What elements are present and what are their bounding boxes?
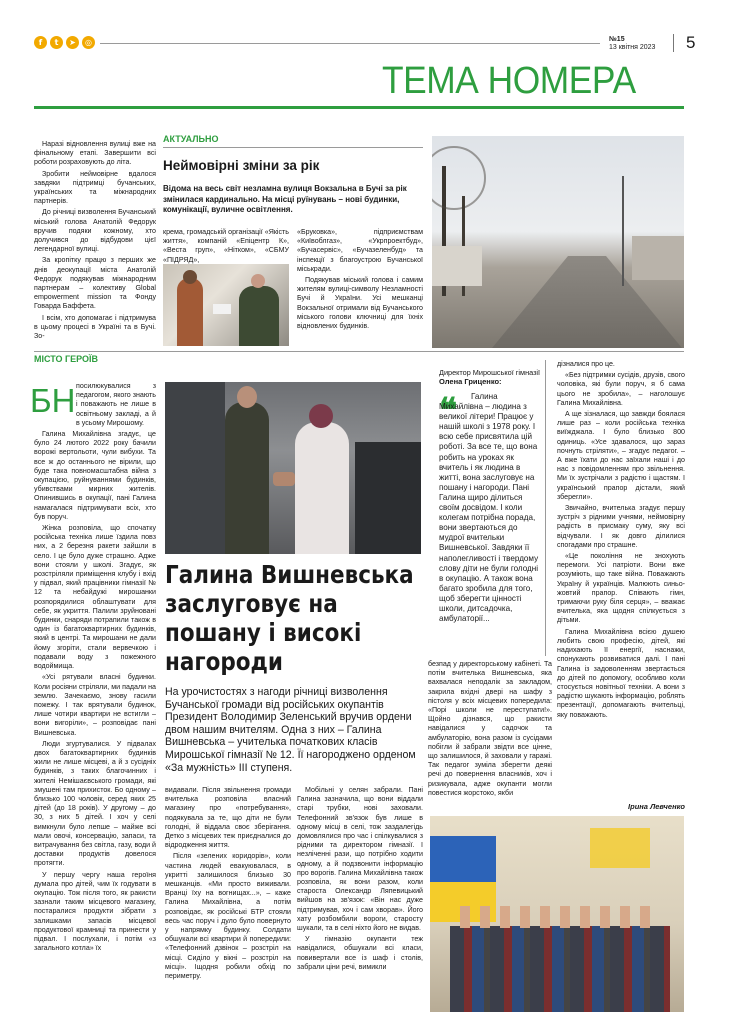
paragraph: Люди згуртувалися. У підвалах двох багатоквартирних будинків жили не лише місцеві, а й з сусідніх будинків, з таких благочинних і жителі Немішаєвського громади, які змушені там прихисток. Бо одному – близько 100 чоловік, серед яких 25 дітей (до 18 років). У другому – до 30, з них 5 дітей. І хоч у селі вимкнули було лепше – майже всі мали овочі, консервацію, запаси, та витрачування без світла, газу, води й доставки продуктів довелося протягти. xyxy=(34,739,157,868)
paragraph: безпад у директорському кабінеті. Та потім вчителька Вишневська, яка вахвалася неподалік за закладом, закрила вхідні двері на шафу з пістоля у всіх місцевих попередила: «Порі школи не переступати!». Щойно дізнався, що ракисти навідалися у садочок та амбулаторію, вона разом із сусідами побігли й забрали звідти все цінне, що залишилося, й заховали у гаражі. Так педагог зуміла зберегти деякі речі до повернення власників, хоч і ризикувала, адже окупанти могли повестися жорстоко, якби xyxy=(428,660,552,797)
photo-president-award xyxy=(165,382,421,554)
paragraph: А ще зізналася, що завжди боялася лише раз – коли російська техніка виїжджала. І було близько 800 одиниць. «Усе здавалося, що зараз почнуть стріляти», – згадує педагог. – А вже їхати до нас заїхали наші і до нас з повідомленням про звільнення. Ми їх зустрічали з радістю і щастям. І український прапор дістали, який зберегли». xyxy=(557,410,685,501)
photo-award-handshake xyxy=(163,264,289,346)
page-number: 5 xyxy=(686,33,696,52)
header-divider xyxy=(673,34,674,52)
aktualno-col-a xyxy=(163,228,289,267)
instagram-icon[interactable]: ◎ xyxy=(82,36,95,49)
article-col-3 xyxy=(297,786,423,974)
paragraph: Жінка розповіла, що спочатку російська техніка лише їздила повз них, а 2 березня ракети зайшли в село. І це було дуже страшно. Адже вони стояли у школі. Згадує, як розстріляли приміщення клубу і вхід у підвал, який працівники гімназії № 12 та небайдужі мирошанки розпорядилися облаштувати для себе, як укриття. Палили зруйновані будинки, снаряди потрапили також в один із багатоквартирних будинків, який в центрі. Та мирошани не дали йому згоріти, стали вервечкою і подавали воду з пожежного водоймища. xyxy=(34,524,156,671)
paragraph: І всім, хто допомагає і підтримува в цьому процесі в Україні та в Бучі. Зо- xyxy=(34,313,156,341)
paragraph: Наразі відновлення вулиці вже на фінальному етапі. Завершити всі роботи розраховують до літа. xyxy=(34,140,156,167)
quote-author-role: Директор Мирошської гімназії xyxy=(439,368,541,377)
section-title-rule xyxy=(34,106,684,109)
issue-date: 13 квітня 2023 xyxy=(609,44,656,51)
paragraph: За кропітку працю з перших же днів деокупації міста Анатолій Федорук подякував міжнародним партнерам – колективу Global empowerment mission та Фонду Говарда Баффета. xyxy=(34,256,156,311)
photo-class-with-flag xyxy=(430,816,684,1012)
paragraph: Звичайно, вчителька згадує першу зустріч з рідними учнями, неймовірну радість в присмаку суму, яку всі відчували. І як довго ділилися спогадами про страшне. xyxy=(557,504,685,549)
paragraph: Мобільні у селян забрали. Пані Галина зазначила, що вони віддали старі трубки, нові заховали. Телефонний зв'язок був лише в одному місці в селі, тож заздалегідь домовлялися про час і спілкувалися з рідними та директором гімназії. І незліченні рази, що потрібно ходити одному, а й подзвонити інформацію про ворогів. Галина Михайлівна також розповіла, як вони разом, коли староста Олександр Ляпевицький вийшов на зв'язок: «Він нас дуже підтримував, хоч і сам хворав». Його хату розбомбили вороги, старосту шукали, та в селі ніхто його не видав. xyxy=(297,786,423,933)
photo-vokzalna-street xyxy=(432,136,684,348)
paragraph: «Без підтримки сусідів, друзів, свого чоловіка, які були поруч, я б сама цього не зробила», – наголошує Галина Михайлівна. xyxy=(557,371,685,407)
paragraph: У першу чергу наша героїня думала про дітей, чим їх годувати в окупацію. Тож після того, як ракисти зазнали таким місцевого магазину, постаралися продукти зібрати з залишками запасів місцевої продуктової крамниці та принести у підвал. І послухали, і потім «з загального котла» їх xyxy=(34,870,156,953)
paragraph: Подякував міський голова і самим жителям вулиці-символу Незламності Бучі й України. Усі мешканці Вокзальної отримали від Бучанського міського голови ключниці для їхніх відновлених будинків. xyxy=(297,276,423,331)
paragraph: видавали. Після звільнення громади вчителька розповіла власний магазину про «потребування», подякувала за те, що діти не були голодні, й віддала своє зберігання. Детко з місцевих теж приєдналися до відродження життя. xyxy=(165,786,291,850)
twitter-icon[interactable]: t xyxy=(50,36,63,49)
article-col-4 xyxy=(557,360,685,722)
paragraph: «Усі рятували власні будинки. Коли росіяни стріляли, ми падали на землю. Зачекаємо, знову гасили пожежу. І так врятували будинок, лише чотири квартири не встигли – вони вигоріли», – розповідає пані Вишневська. xyxy=(34,673,156,737)
section-rule xyxy=(34,351,684,352)
article-headline: Галина Вишневська заслуговує на пошану і високі нагороди xyxy=(165,560,414,676)
paragraph: дізналися про це. xyxy=(557,360,615,368)
article-col-2 xyxy=(165,786,291,983)
quote-text: Галина Михайлівна – людина з великої літери! Працює у нашій школі з 1978 року. І всю себе присвятила цій роботі. За все те, що вона робить на уроках як вчитель і як людина в житті, вона заслуговує на пошану і нагороди. Пані Галина щиро ділиться своїм досвідом. І коли колегам потрібна порада, вони звертаються до мудрої вчительки Вишневської. Завдяки її наполегливості і твердому слову діти не були голодні в окупацію. А також вона багато зробила для того, щоб зберегти цінності школи, дитсадочка, амбулаторії... xyxy=(439,392,539,624)
rubric-rule xyxy=(163,147,423,148)
dropcap-letter-2: Н xyxy=(51,382,76,419)
paragraph: «Це покоління не знохують перемоги. Усі патріоти. Вони вже розуміють, що таке війна. Поважають Україну й українців. Малюють синьо-жовтий прапор. Співають гімн, тримаючи руку біля серця», – вважає вчителька, яка щодня спілкується з дітьми. xyxy=(557,552,685,625)
issue-info xyxy=(609,36,655,52)
top-left-column xyxy=(34,140,156,343)
article-col-1 xyxy=(34,382,156,955)
paragraph: посилюкувалися з педагогом, якого знають і поважають не лише в освітньому закладі, а й в усьому Мирошому. xyxy=(76,382,156,427)
aktualno-col-b xyxy=(297,228,423,333)
paragraph: Галина Михайлівна згадує, це було 24 лютого 2022 року бачили ворожі вертольоти, чули вибухи. Та все ж до останнього не вірили, що буде така повномасштабна війна з окупацією, руйнуваннями будинків, убивствами мирних жителів. Опинившись в окупації, пані Галина намагалася підтримувати всіх, хто був поруч. xyxy=(34,430,156,521)
aktualno-headline: Неймовірні зміни за рік xyxy=(163,158,320,173)
paragraph: У гімназію окупанти теж навідалися, обшукали всі класи, повивертали все із шаф і столів, забрали ціни речі, вимикли xyxy=(297,935,423,971)
paragraph: Зробити неймовірне вдалося завдяки підтримці бучанських, українських та міжнародних партнерів. xyxy=(34,169,156,206)
article-lead: На урочистостях з нагоди річниці визволення Бучанської громади від російських окупантів Президент Володимир Зеленський вручив ордени двом нашим вчителям. Одна з них – Галина Вишневська – учителька початкових класів Мирошської гімназії № 12. Її нагороджено орденом «За мужність» III ступеня. xyxy=(165,686,416,774)
rubric-aktualno: АКТУАЛЬНО xyxy=(163,134,219,144)
section-title: ТЕМА НОМЕРА xyxy=(382,60,636,102)
issue-number: №15 xyxy=(609,36,625,43)
dropcap-letter-1: Б xyxy=(30,382,52,419)
telegram-icon[interactable]: ➤ xyxy=(66,36,79,49)
paragraph: «Бруковка», підприємствам «Київоблгаз», «Укрпроектбуд», «Бучасервіс», «Бучазеленбуд» та інспекції з благоустрою Бучанської міськради. xyxy=(297,228,423,273)
paragraph: Після «зелених коридорів», коли частина людей евакуювалася, в укритті залишилося близько 30 мешканців. «Ми просто виживали. Вранці їху на вогнищах...», – каже Галина Михайлівна, а потім розповідає, як російські БТР стояли весь час поруч і дуло було повернуто у напрямку будинку. Солдати обшукали всі квартири й попередили: «Телефонний дзвінок – розстріл на місці. Сиділо у вікні – розстріл на місці». Іщодня робили обхід по периметру. xyxy=(165,852,291,981)
header-rule xyxy=(100,43,600,44)
quote-box xyxy=(433,360,546,656)
paragraph: крема, громадській організації «Якість життя», компаній «Епіцентр К», «Веста груп», «Нітком», «СБМУ «ПІДРЯД», xyxy=(163,228,289,264)
facebook-icon[interactable]: f xyxy=(34,36,47,49)
paragraph: Галина Михайлівна всією душею любить свою професію, дітей, які надихають її енергії, наснажи, спонукають розвиватися далі. І пані Галина із задоволенням звертається до дітей по допомогу, особливо коли стосується новітньої техніки. А вони з радістю шукають інформацію, роблять презентації, допомагають вчительці, яку поважають. xyxy=(557,627,685,719)
quote-author-name: Олена Гриценко: xyxy=(439,377,502,386)
article-col-3-top xyxy=(428,660,552,800)
social-icons xyxy=(34,36,95,49)
rubric-misto-heroiv: МІСТО ГЕРОЇВ xyxy=(34,354,99,364)
quote-icon: ❝ xyxy=(439,391,458,431)
aktualno-lead: Відома на весь світ незламна вулиця Вокзальна в Бучі за рік змінилася кардинально. На місці руїнувань – нові будинки, комунікації, вуличне освітлення. xyxy=(163,184,407,214)
paragraph: До річниці визволення Бучанський міський голова Анатолій Федорук вручив подяки кожному, хто долучився до відбудови цієї легендарної вулиці. xyxy=(34,208,156,254)
article-signature: Ірина Левченко xyxy=(628,802,685,811)
